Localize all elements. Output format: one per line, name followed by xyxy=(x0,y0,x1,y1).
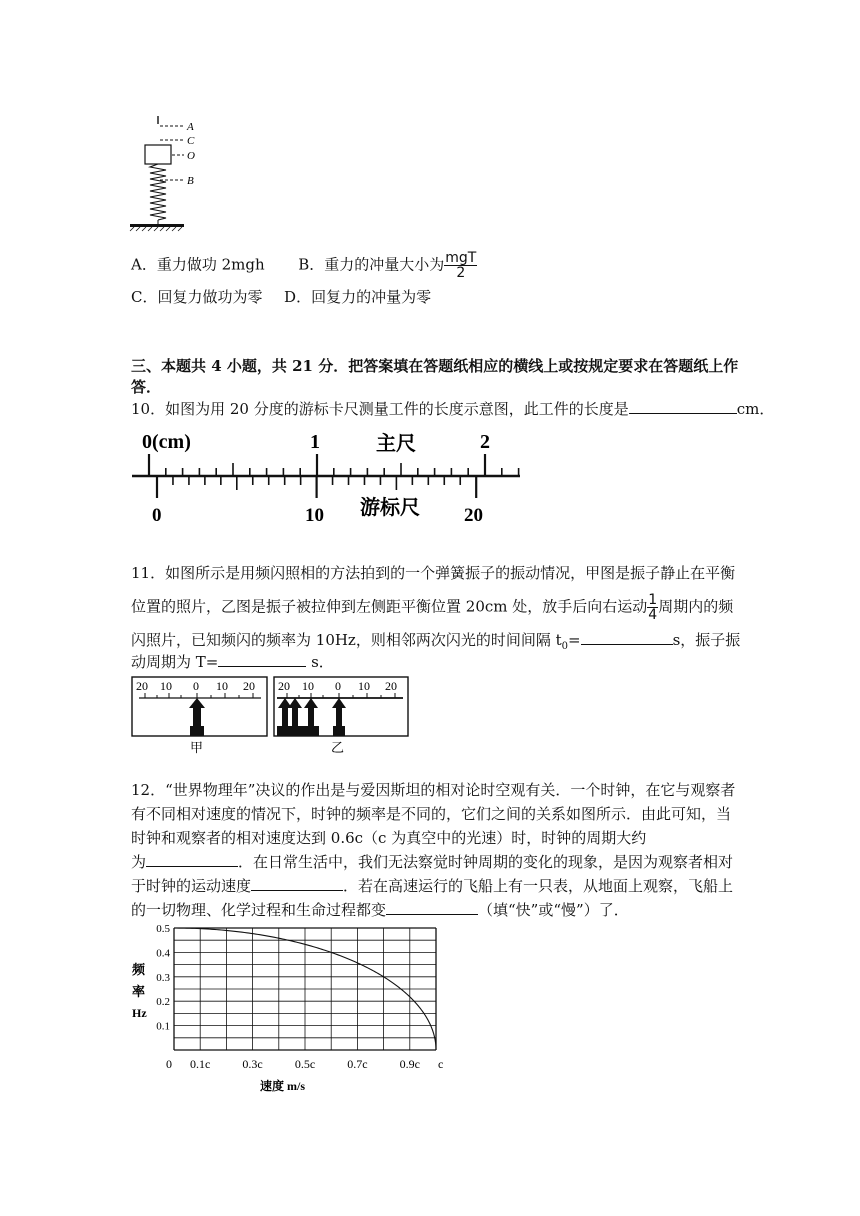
y-tick-label: 0.5 xyxy=(156,923,170,935)
label-a: A xyxy=(187,121,194,133)
spring-oscillator-figure xyxy=(128,114,218,232)
q10-unit: cm． xyxy=(736,400,775,418)
q11-line3-mid: s，振子振 xyxy=(672,631,741,649)
jia-tick-10-left: 10 xyxy=(160,679,172,693)
q12-line4-post: ．在日常生活中，我们无法察觉时钟周期的变化的现象，是因为观察者相对 xyxy=(238,853,734,871)
q10-answer-blank[interactable] xyxy=(629,399,737,414)
yi-caption: 乙 xyxy=(331,740,345,755)
q12-line4 xyxy=(131,852,733,872)
q10-text: 10．如图为用 20 分度的游标卡尺测量工件的长度示意图，此工件的长度是 xyxy=(131,400,629,418)
chart-y-tick-labels xyxy=(156,923,170,1033)
chart-xlabel: 速度 m/s xyxy=(260,1079,306,1093)
q12-line4-pre: 为 xyxy=(131,853,147,871)
y-tick-label: 0.1 xyxy=(156,1020,170,1033)
q9-option-a: A．重力做功 2mgh xyxy=(131,255,265,274)
q11-line4 xyxy=(131,652,334,672)
yi-tick-20-right: 20 xyxy=(385,679,397,693)
jia-tick-0: 0 xyxy=(193,679,199,693)
spring-coil xyxy=(150,164,166,220)
x-tick-label: 0.1c xyxy=(190,1057,211,1071)
q12-line3: 时钟和观察者的相对速度达到 0.6c（c 为真空中的光速）时，时钟的周期大约 xyxy=(131,829,647,847)
vernier-0: 0 xyxy=(152,505,162,524)
yi-tick-0: 0 xyxy=(335,679,341,693)
q12-line6-pre: 的一切物理、化学过程和生命过程都变 xyxy=(131,901,387,919)
q12-line5-post: ．若在高速运行的飞船上有一只表，从地面上观察，飞船上 xyxy=(343,877,734,895)
q11-line4-post: s． xyxy=(306,653,334,671)
q11-t0-subscript: 0 xyxy=(561,641,569,652)
q11-line1: 11．如图所示是用频闪照相的方法拍到的一个弹簧振子的振动情况，甲图是振子静止在平衡 xyxy=(131,564,736,582)
jia-caption: 甲 xyxy=(190,740,204,755)
yi-tick-10-right: 10 xyxy=(358,679,370,693)
x-tick-label: c xyxy=(438,1057,444,1071)
ground-base xyxy=(130,224,184,227)
q11-line3-pre: 闪照片，已知频闪的频率为 10Hz，则相邻两次闪光的时间间隔 t xyxy=(131,631,562,649)
chart-x-tick-labels xyxy=(166,1057,443,1071)
q9-option-c: C．回复力做功为零 xyxy=(131,288,263,306)
x-tick-label: 0.3c xyxy=(242,1057,263,1071)
q12-speed-answer-blank[interactable] xyxy=(251,876,343,891)
main-scale-label: 主尺 xyxy=(376,433,416,455)
vernier-caliper-figure xyxy=(130,428,522,524)
q9-options-row2 xyxy=(131,287,431,307)
section3-heading-line2: 答． xyxy=(131,378,162,396)
q12-fast-slow-answer-blank[interactable] xyxy=(386,900,478,915)
section3-heading-line1: 三、本题共 4 小题，共 21 分．把答案填在答题纸相应的横线上或按规定要求在答题纸上作 xyxy=(131,357,739,375)
x-tick-label: 0.7c xyxy=(347,1057,368,1071)
q12-line6-post: （填“快”或“慢”）了． xyxy=(478,901,629,919)
flash-photo-jia xyxy=(131,676,268,756)
q11-equals: = xyxy=(568,631,581,649)
chart-ylabel-char-2: 率 xyxy=(132,984,146,999)
q9-option-b-fraction: $\frac{\text{mgT}}{2}$ xyxy=(445,250,477,281)
q11-line4-pre: 动周期为 T= xyxy=(131,653,219,671)
label-c: C xyxy=(187,135,195,147)
q12-line5-pre: 于时钟的运动速度 xyxy=(131,877,252,895)
y-tick-label: 0.4 xyxy=(156,947,170,960)
q12-line1: 12．“世界物理年”决议的作出是与爱因斯坦的相对论时空观有关．一个时钟，在它与观察者 xyxy=(131,781,736,799)
q12-line2: 有不同相对速度的情况下，时钟的频率是不同的，它们之间的关系如图所示．由此可知，当 xyxy=(131,805,732,823)
q11-period-fraction: $\frac{1}{4}$ xyxy=(648,592,658,623)
chart-ylabel-char-3: Hz xyxy=(132,1006,147,1020)
q12-line5 xyxy=(131,876,733,896)
y-tick-label: 0.2 xyxy=(156,996,170,1009)
q11-period-answer-blank[interactable] xyxy=(218,652,306,667)
q11-line2-pre: 位置的照片，乙图是振子被拉伸到左侧距平衡位置 20cm 处，放手后向右运动 xyxy=(131,597,648,616)
q11-t0-answer-blank[interactable] xyxy=(581,630,673,645)
jia-tick-20-right: 20 xyxy=(243,679,255,693)
chart-grid xyxy=(174,928,436,1050)
vernier-scale-ticks xyxy=(157,476,476,498)
q11-line2-post: 周期内的频 xyxy=(658,597,734,616)
q9-options-row1 xyxy=(131,251,477,280)
main-scale-2: 2 xyxy=(480,431,490,453)
frequency-speed-chart xyxy=(126,918,456,1094)
vernier-10: 10 xyxy=(305,505,324,524)
label-b: B xyxy=(187,175,194,187)
chart-ylabel-char-1: 频 xyxy=(132,962,146,977)
q11-line2 xyxy=(131,593,733,622)
q12-line6 xyxy=(131,900,629,920)
yi-tick-10-left: 10 xyxy=(302,679,314,693)
x-tick-label: 0.9c xyxy=(399,1057,420,1071)
y-tick-label: 0.3 xyxy=(156,971,170,984)
vernier-20: 20 xyxy=(464,505,483,524)
oscillator-block xyxy=(145,145,171,164)
q9-option-b-prefix: B．重力的冲量大小为 xyxy=(298,255,445,274)
q10-question xyxy=(131,399,774,419)
vernier-scale-label: 游标尺 xyxy=(360,497,420,519)
jia-tick-20-left: 20 xyxy=(136,679,148,693)
q12-period-answer-blank[interactable] xyxy=(146,852,238,867)
main-scale-ticks xyxy=(149,454,519,476)
q9-option-d: D．回复力的冲量为零 xyxy=(284,288,432,306)
label-o: O xyxy=(187,150,195,162)
main-scale-unit-label: 0(cm) xyxy=(142,431,191,453)
x-tick-label: 0.5c xyxy=(294,1057,316,1071)
flash-photo-yi xyxy=(273,676,423,756)
yi-tick-20-left: 20 xyxy=(278,679,290,693)
main-scale-1: 1 xyxy=(310,431,320,453)
x-tick-label: 0 xyxy=(166,1057,172,1071)
jia-tick-10-right: 10 xyxy=(216,679,228,693)
